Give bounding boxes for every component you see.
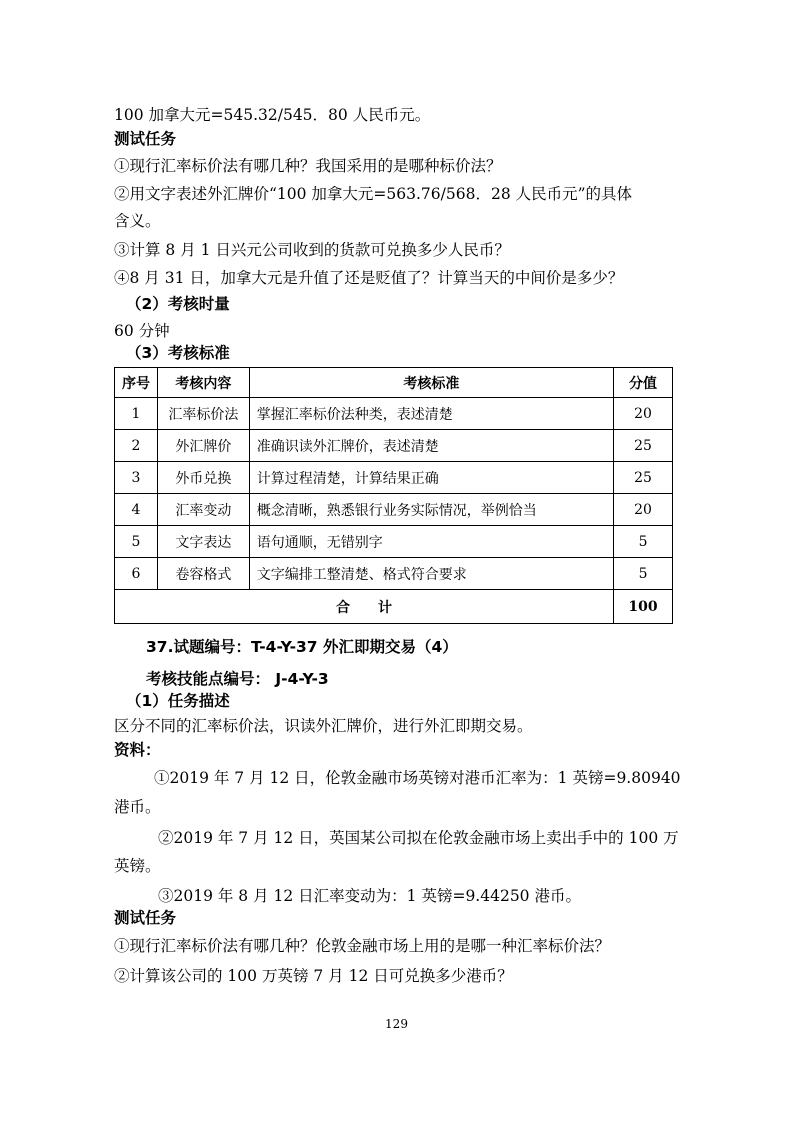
row-content: 卷容格式 xyxy=(157,558,249,590)
skill-code: 考核技能点编号： J-4-Y-3 xyxy=(146,670,329,688)
total-label: 合 计 xyxy=(115,590,614,624)
row-score: 20 xyxy=(614,494,673,526)
row-no: 6 xyxy=(115,558,158,590)
time-value: 60 分钟 xyxy=(114,322,170,340)
total-value: 100 xyxy=(614,590,673,624)
material-1: ①2019 年 7 月 12 日，伦敦金融市场英镑对港币汇率为：1 英镑=9.80940 xyxy=(154,769,681,787)
table-row xyxy=(115,558,673,590)
material-1-cont: 港币。 xyxy=(114,798,161,816)
rate-line: 100 加拿大元=545.32/545．80 人民币元。 xyxy=(114,106,431,124)
row-score: 25 xyxy=(614,462,673,494)
question-1: ①现行汇率标价法有哪几种？我国采用的是哪种标价法？ xyxy=(114,157,502,175)
time-heading: （2）考核时量 xyxy=(126,295,230,313)
header-content: 考核内容 xyxy=(157,368,249,398)
header-score: 分值 xyxy=(614,368,673,398)
material-2-cont: 英镑。 xyxy=(114,857,161,875)
row-no: 4 xyxy=(115,494,158,526)
table-row xyxy=(115,430,673,462)
row-content: 外汇牌价 xyxy=(157,430,249,462)
row-standard: 文字编排工整清楚、格式符合要求 xyxy=(249,558,613,590)
row-score: 5 xyxy=(614,526,673,558)
header-standard: 考核标准 xyxy=(249,368,613,398)
material-heading: 资料： xyxy=(114,741,161,759)
row-standard: 掌握汇率标价法种类，表述清楚 xyxy=(249,398,613,430)
question-2-2: ②计算该公司的 100 万英镑 7 月 12 日可兑换多少港币？ xyxy=(114,967,513,985)
table-row xyxy=(115,526,673,558)
question-2-1: ①现行汇率标价法有哪几种？伦敦金融市场上用的是哪一种汇率标价法？ xyxy=(114,937,611,955)
question-title: 37.试题编号：T-4-Y-37 外汇即期交易（4） xyxy=(146,638,458,656)
row-score: 25 xyxy=(614,430,673,462)
row-no: 5 xyxy=(115,526,158,558)
row-standard: 概念清晰，熟悉银行业务实际情况，举例恰当 xyxy=(249,494,613,526)
assessment-table xyxy=(114,367,673,624)
material-3: ③2019 年 8 月 12 日汇率变动为：1 英镑=9.44250 港币。 xyxy=(158,887,581,905)
table-header-row xyxy=(115,368,673,398)
header-no: 序号 xyxy=(115,368,158,398)
task-description: 区分不同的汇率标价法，识读外汇牌价，进行外汇即期交易。 xyxy=(114,717,533,735)
row-standard: 准确识读外汇牌价，表述清楚 xyxy=(249,430,613,462)
row-no: 1 xyxy=(115,398,158,430)
table-total-row xyxy=(115,590,673,624)
question-3: ③计算 8 月 1 日兴元公司收到的货款可兑换多少人民币？ xyxy=(114,241,510,259)
row-score: 20 xyxy=(614,398,673,430)
material-2: ②2019 年 7 月 12 日，英国某公司拟在伦敦金融市场上卖出手中的 100 万 xyxy=(158,829,679,847)
row-no: 3 xyxy=(115,462,158,494)
table-row xyxy=(115,462,673,494)
row-standard: 计算过程清楚，计算结果正确 xyxy=(249,462,613,494)
row-content: 外币兑换 xyxy=(157,462,249,494)
row-standard: 语句通顺，无错别字 xyxy=(249,526,613,558)
question-2: ②用文字表述外汇牌价“100 加拿大元=563.76/568．28 人民币元”的具体 xyxy=(114,185,633,203)
row-content: 汇率变动 xyxy=(157,494,249,526)
page-number: 129 xyxy=(385,1017,408,1031)
question-4: ④8 月 31 日，加拿大元是升值了还是贬值了？计算当天的中间价是多少？ xyxy=(114,269,624,287)
row-score: 5 xyxy=(614,558,673,590)
row-content: 汇率标价法 xyxy=(157,398,249,430)
task-description-heading: （1）任务描述 xyxy=(126,692,230,710)
row-content: 文字表达 xyxy=(157,526,249,558)
standard-heading: （3）考核标准 xyxy=(126,344,230,362)
table-row xyxy=(115,398,673,430)
test-task-heading: 测试任务 xyxy=(114,130,177,148)
question-2-cont: 含义。 xyxy=(114,212,161,230)
table-row xyxy=(115,494,673,526)
test-task-heading-2: 测试任务 xyxy=(114,909,177,927)
row-no: 2 xyxy=(115,430,158,462)
